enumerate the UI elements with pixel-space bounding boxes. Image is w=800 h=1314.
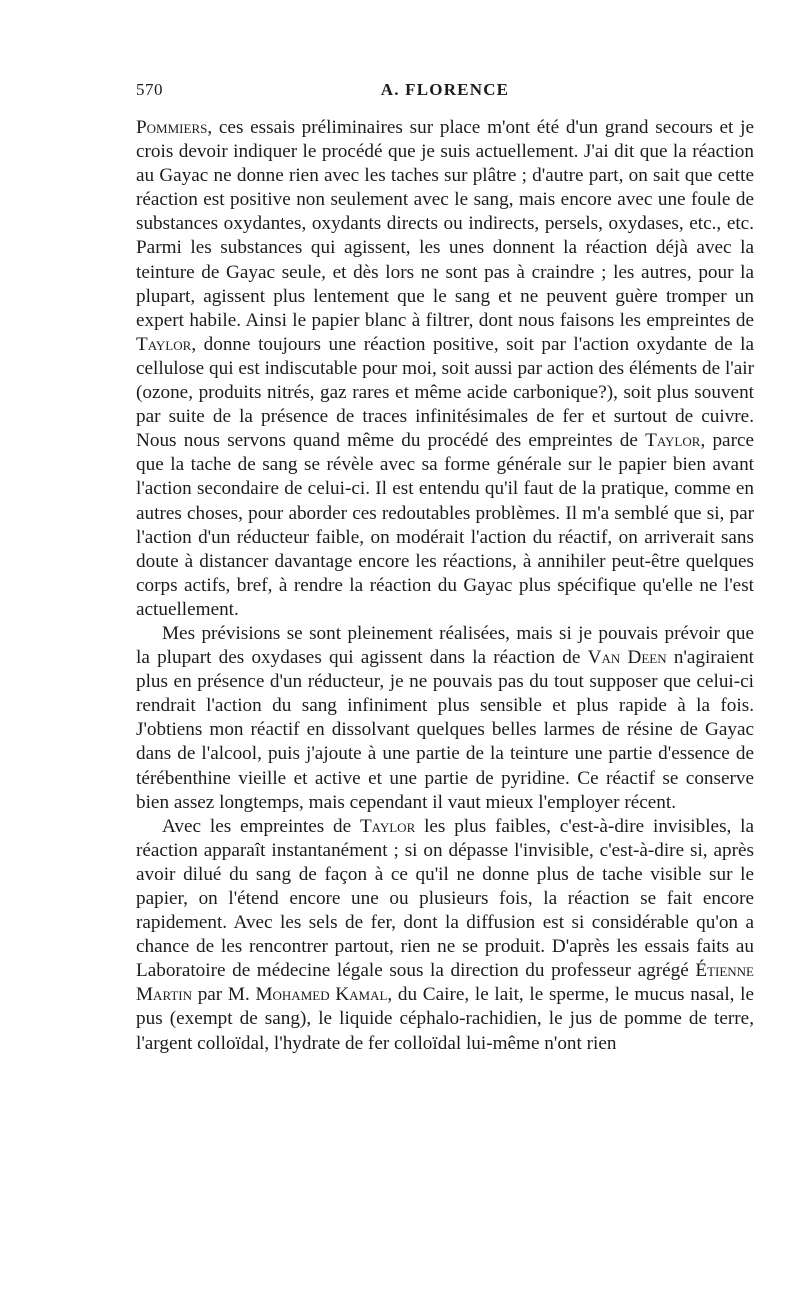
- text-run: , donne toujours une réaction positive, soit par l'action oxydante de la cellulose qui est indiscutable pour moi, soit aussi par action des éléments de l'air (ozone, produits nitrés, gaz rares et même acide carbonique?), soit plus souvent par suite de la présence de traces infinitésimales de fer et surtout de cuivre. Nous nous servons quand même du procédé des empreintes de: [136, 333, 754, 452]
- text-run: , du Caire, le lait, le sperme, le mucus nasal, le pus (exempt de sang), le liquide céphalo-rachidien, le jus de pomme de terre, l'argent colloïdal, l'hydrate de fer colloïdal lui-même n'ont rien: [136, 984, 754, 1054]
- author-name: Taylor: [359, 815, 416, 837]
- page-number: 570: [136, 80, 163, 99]
- running-head: [136, 80, 754, 104]
- author-name: Taylor: [645, 430, 701, 452]
- text-run: n'agiraient plus en présence d'un réducteur, je ne pouvais pas du tout supposer que celui-ci rendrait l'action du sang infiniment plus sensible et plus rapide à la fois. J'obtiens mon réactif en dissolvant quelques belles larmes de résine de Gayac dans de l'alcool, puis j'ajoute à une partie de la teinture une partie d'essence de térébenthine vieille et active et une partie de pyridine. Ce réactif se conserve bien assez longtemps, mais cependant il vaut mieux l'employer récent.: [136, 647, 754, 813]
- text-run: , ces essais préliminaires sur place m'ont été d'un grand secours et je crois devoir indiquer le procédé que je suis actuellement. J'ai dit que la réaction au Gayac ne donne rien avec les taches sur plâtre ; d'autre part, on sait que cette réaction est positive non seulement avec le sang, mais encore avec une foule de substances oxydantes, oxydants directs ou indirects, persels, oxydases, etc., etc. Parmi les substances qui agissent, les unes donnent la réaction déjà avec la teinture de Gayac seule, et dès lors ne sont pas à craindre ; les autres, pour la plupart, agissent plus lentement que le sang et ne peuvent guère tromper un expert habile. Ainsi le papier blanc à filtrer, dont nous faisons les empreintes de: [136, 117, 754, 331]
- running-title: A. FLORENCE: [380, 80, 510, 99]
- paragraph: [136, 815, 754, 1056]
- body-text: [136, 116, 754, 1056]
- book-page: [136, 80, 754, 1056]
- text-run: Avec les empreintes de: [162, 815, 360, 837]
- text-run: par M.: [192, 984, 256, 1006]
- paragraph: [136, 116, 754, 622]
- paragraph: [136, 622, 754, 815]
- text-run: les plus faibles, c'est-à-dire invisibles, la réaction apparaît instantanément ; si on dépasse l'invisible, c'est-à-dire si, après avoir dilué du sang de façon à ce qu'il ne donne plus de tache visible sur le papier, on l'étend encore une ou plusieurs fois, la réaction se fait encore rapidement. Avec les sels de fer, dont la diffusion est si considérable qu'on a chance de les rencontrer partout, rien ne se produit. D'après les essais faits au Laboratoire de médecine légale sous la direction du professeur agrégé: [136, 815, 754, 982]
- author-name: Pommiers: [136, 117, 208, 138]
- text-run: Mes prévisions se sont pleinement réalisées, mais si je pouvais prévoir que la plupart des oxydases qui agissent dans la réaction de: [136, 622, 754, 669]
- author-name: Mohamed Kamal: [255, 984, 388, 1006]
- text-run: , parce que la tache de sang se révèle avec sa forme générale sur le papier bien avant l'action secondaire de celui-ci. Il est entendu qu'il faut de la pratique, comme en autres choses, pour aborder ces redoutables problèmes. Il m'a semblé que si, par l'action d'un réducteur faible, on modérait l'action du réactif, on arriverait sans doute à distancer davantage encore les réactions, à annihiler peut-être quelques corps actifs, bref, à rendre la réaction du Gayac plus spécifique qu'elle ne l'est actuellement.: [136, 430, 754, 620]
- author-name: Van Deen: [587, 647, 667, 669]
- author-name: Étienne Martin: [136, 960, 754, 1006]
- author-name: Taylor: [136, 333, 192, 355]
